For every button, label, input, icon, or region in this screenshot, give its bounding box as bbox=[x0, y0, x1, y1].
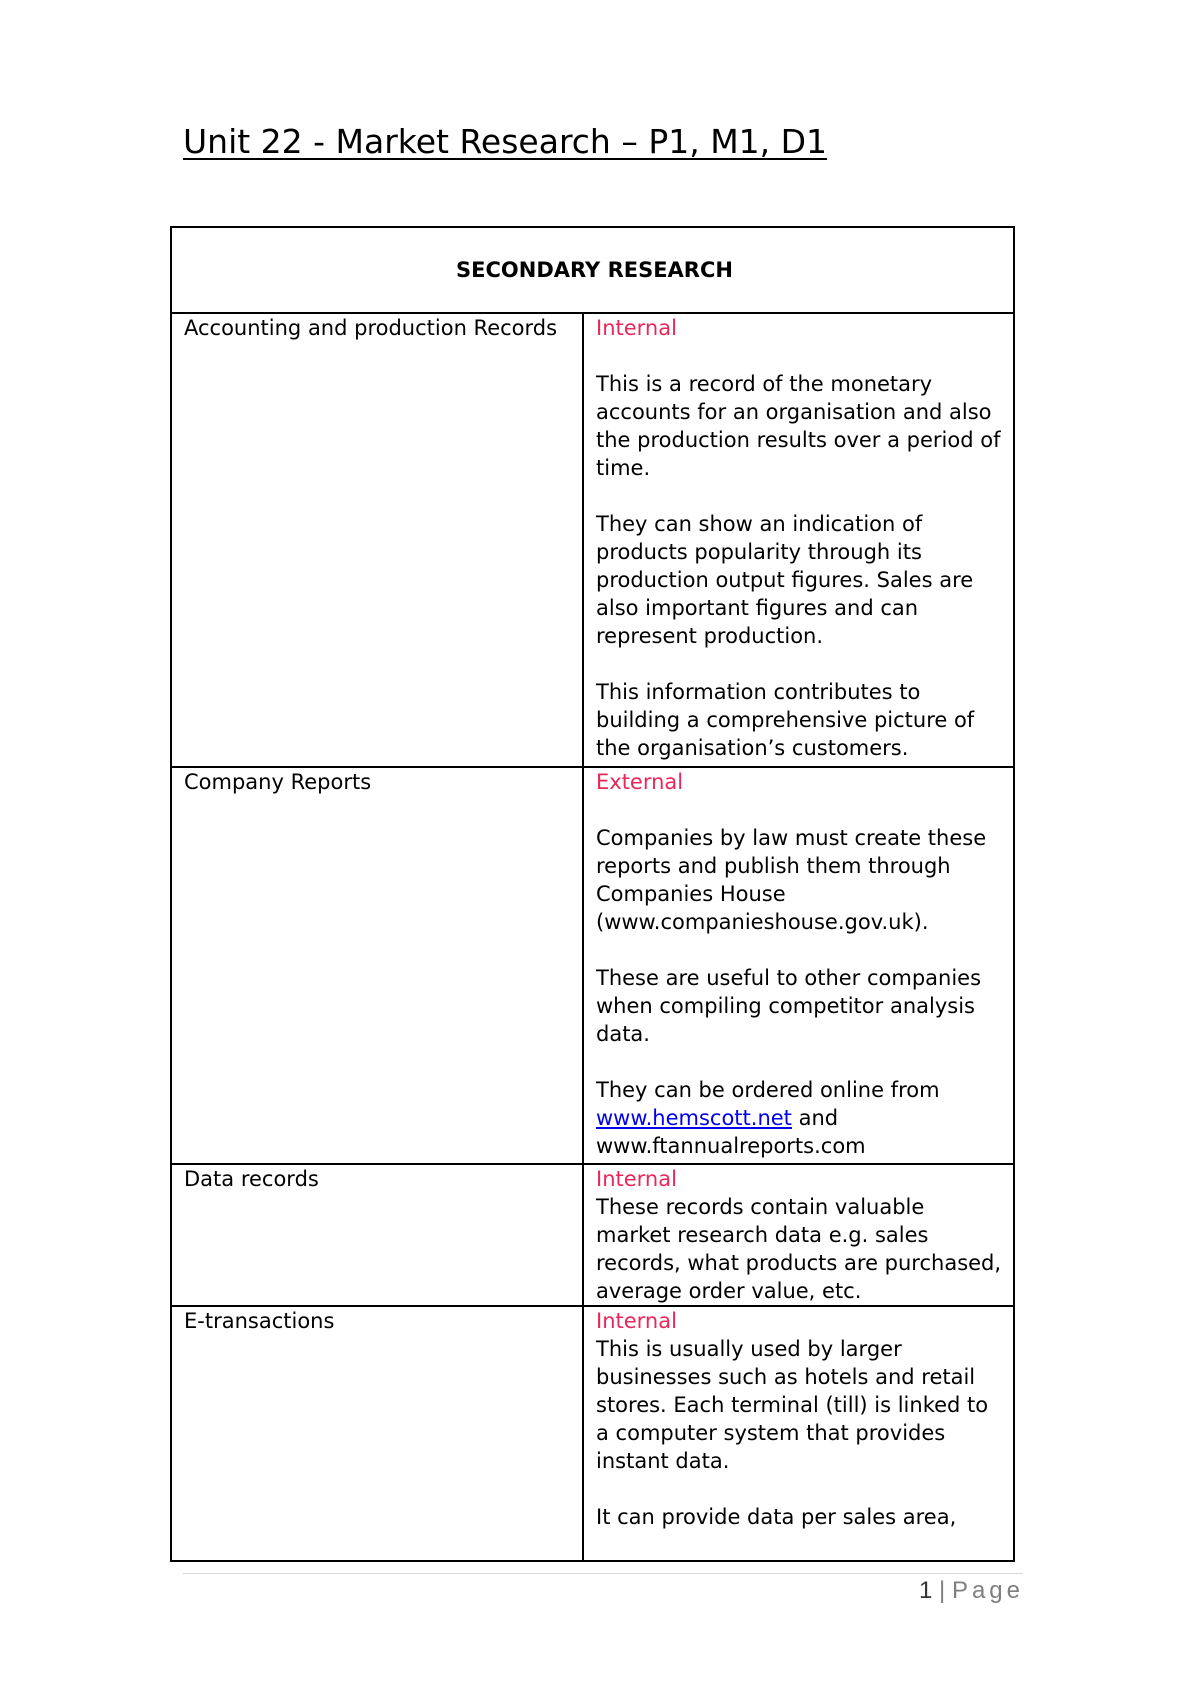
row-label: Accounting and production Records bbox=[184, 316, 558, 340]
category-label: Internal bbox=[596, 1309, 677, 1333]
footer-separator: | bbox=[939, 1577, 946, 1604]
row-label-cell bbox=[171, 767, 583, 1164]
row-label: E-transactions bbox=[184, 1309, 335, 1333]
category-label: External bbox=[596, 770, 684, 794]
page-footer bbox=[919, 1577, 1024, 1605]
table-row bbox=[171, 1306, 1014, 1561]
row-detail-cell bbox=[583, 767, 1014, 1164]
detail-paragraph: They can show an indication of products popularity through its production output figures. Sales are also important figures and can represent production. bbox=[596, 512, 974, 648]
row-detail-cell bbox=[583, 1306, 1014, 1561]
order-paragraph bbox=[596, 1076, 1005, 1160]
category-label: Internal bbox=[596, 1167, 677, 1191]
table-row bbox=[171, 767, 1014, 1164]
table-row bbox=[171, 313, 1014, 767]
detail-paragraph: This is a record of the monetary accounts for an organisation and also the production results over a period of time. bbox=[596, 372, 1001, 480]
detail-paragraph: It can provide data per sales area, bbox=[596, 1505, 957, 1529]
table-header: SECONDARY RESEARCH bbox=[171, 227, 1014, 313]
row-label: Company Reports bbox=[184, 770, 372, 794]
row-detail-cell bbox=[583, 313, 1014, 767]
category-label: Internal bbox=[596, 316, 677, 340]
row-label: Data records bbox=[184, 1167, 319, 1191]
row-detail-cell bbox=[583, 1164, 1014, 1306]
row-label-cell bbox=[171, 1164, 583, 1306]
detail-paragraph: These records contain valuable market research data e.g. sales records, what products are purchased, average order value, etc. bbox=[596, 1195, 1002, 1303]
detail-paragraph: This information contributes to building a comprehensive picture of the organisation’s customers. bbox=[596, 680, 975, 760]
page-title: Unit 22 - Market Research – P1, M1, D1 bbox=[183, 122, 828, 161]
hemscott-link[interactable]: www.hemscott.net bbox=[596, 1106, 792, 1130]
secondary-research-table bbox=[170, 226, 1015, 1562]
detail-paragraph: Companies by law must create these reports and publish them through Companies House (www.companieshouse.gov.uk). bbox=[596, 826, 987, 934]
table-header-row bbox=[171, 227, 1014, 313]
row-label-cell bbox=[171, 313, 583, 767]
order-text: They can be ordered online from bbox=[596, 1078, 940, 1102]
page-word: Page bbox=[951, 1577, 1024, 1604]
detail-paragraph: These are useful to other companies when compiling competitor analysis data. bbox=[596, 966, 982, 1046]
page-number: 1 bbox=[919, 1577, 933, 1604]
detail-paragraph: This is usually used by larger businesses such as hotels and retail stores. Each terminal (till) is linked to a computer system that provides instant data. bbox=[596, 1337, 989, 1473]
row-label-cell bbox=[171, 1306, 583, 1561]
ftannualreports-text: www.ftannualreports.com bbox=[596, 1134, 866, 1158]
footer-divider bbox=[183, 1573, 1023, 1574]
and-text: and bbox=[798, 1106, 839, 1130]
table-row bbox=[171, 1164, 1014, 1306]
